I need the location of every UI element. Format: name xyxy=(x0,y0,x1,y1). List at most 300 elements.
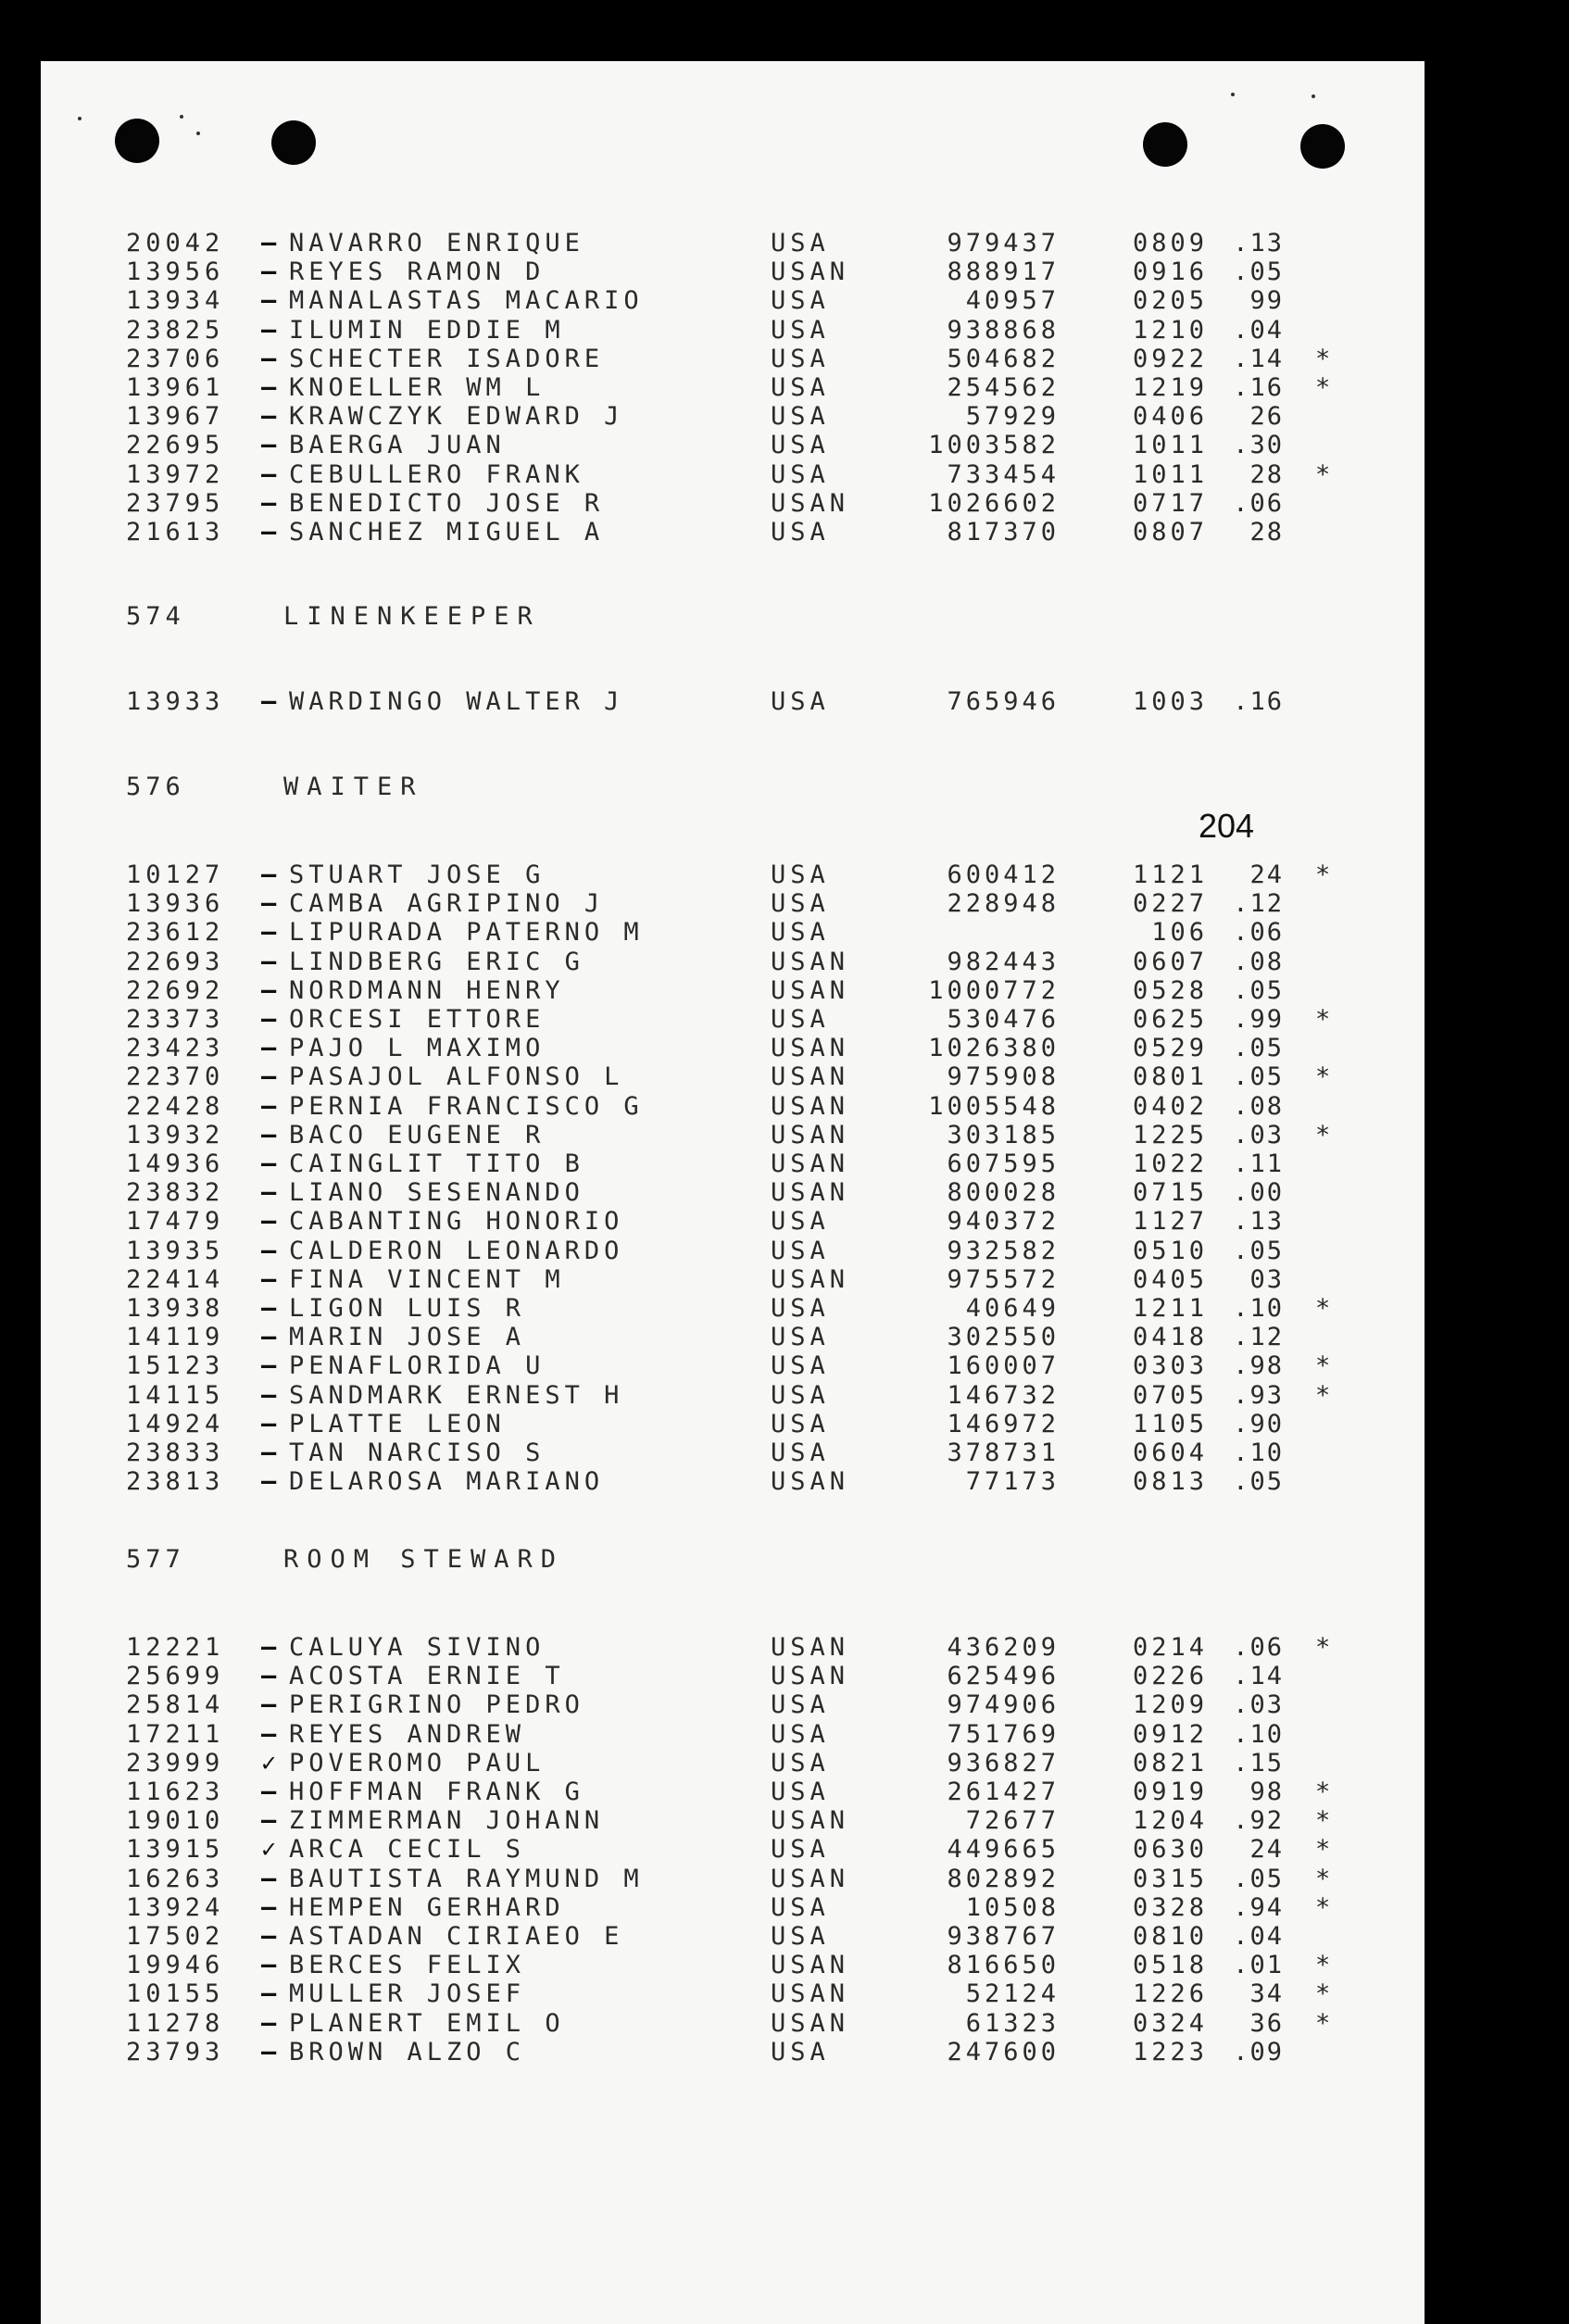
crew-id: 22695 xyxy=(126,431,225,460)
value-code: .10 xyxy=(1233,1719,1284,1749)
document-number: 936827 xyxy=(947,1748,1060,1778)
value-code: .90 xyxy=(1233,1409,1284,1438)
value-code: .08 xyxy=(1233,947,1284,976)
table-row xyxy=(41,1633,1425,1663)
nationality: USAN xyxy=(771,975,850,1005)
nationality: USAN xyxy=(771,1178,850,1208)
table-row xyxy=(41,1294,1425,1324)
document-number: 979437 xyxy=(947,229,1060,258)
crew-id: 23825 xyxy=(126,315,225,345)
check-mark: — xyxy=(261,1236,277,1265)
table-row xyxy=(41,1149,1425,1179)
document-number: 254562 xyxy=(947,373,1060,402)
value-code: .06 xyxy=(1233,488,1284,518)
table-row xyxy=(41,1720,1425,1750)
punch-hole-right-2 xyxy=(1300,124,1345,169)
crew-id: 15123 xyxy=(126,1351,225,1381)
date-code: 0328 xyxy=(1132,1892,1208,1922)
date-code: 0315 xyxy=(1132,1864,1208,1893)
date-code: 1105 xyxy=(1132,1409,1208,1438)
table-row xyxy=(41,489,1425,519)
table-row xyxy=(41,316,1425,345)
document-number: 625496 xyxy=(947,1662,1060,1691)
check-mark: — xyxy=(261,1091,277,1121)
date-code: 0809 xyxy=(1132,229,1208,258)
value-code: 98 xyxy=(1249,1778,1284,1806)
date-code: 1226 xyxy=(1132,1979,1208,2009)
crew-name: SANDMARK ERNEST H xyxy=(289,1380,624,1410)
table-row xyxy=(41,1778,1425,1807)
table-row xyxy=(41,1865,1425,1894)
value-code: .04 xyxy=(1233,1922,1284,1951)
crew-name: BAUTISTA RAYMUND M xyxy=(289,1864,644,1893)
check-mark: — xyxy=(261,1034,277,1063)
check-mark: — xyxy=(261,258,277,287)
table-row xyxy=(41,1922,1425,1952)
table-row xyxy=(41,1410,1425,1439)
check-mark: — xyxy=(261,1380,277,1410)
nationality: USA xyxy=(771,1005,830,1034)
value-code: .05 xyxy=(1233,1062,1284,1092)
asterisk-flag: * xyxy=(1315,1835,1331,1865)
crew-name: CAMBA AGRIPINO J xyxy=(289,889,605,919)
crew-id: 10155 xyxy=(126,1979,225,2009)
nationality: USAN xyxy=(771,1806,850,1836)
value-code: 28 xyxy=(1249,518,1284,546)
document-number: 160007 xyxy=(947,1351,1060,1381)
check-mark: — xyxy=(261,1294,277,1323)
punch-hole-right-1 xyxy=(1143,122,1187,167)
value-code: .04 xyxy=(1233,315,1284,345)
check-mark: — xyxy=(261,488,277,518)
check-mark: — xyxy=(261,2008,277,2038)
date-code: 0529 xyxy=(1132,1034,1208,1063)
asterisk-flag: * xyxy=(1315,1979,1331,2009)
date-code: 1121 xyxy=(1132,861,1208,889)
value-code: .15 xyxy=(1233,1748,1284,1778)
value-code: .16 xyxy=(1233,373,1284,402)
document-number: 1005548 xyxy=(928,1091,1060,1121)
table-row xyxy=(41,948,1425,977)
check-mark: — xyxy=(261,315,277,345)
document-number: 504682 xyxy=(947,344,1060,373)
document-number: 40649 xyxy=(965,1294,1060,1323)
crew-name: ORCESI ETTORE xyxy=(289,1005,546,1034)
table-row xyxy=(41,2009,1425,2039)
table-row xyxy=(41,1351,1425,1381)
date-code: 1003 xyxy=(1132,687,1208,716)
date-code: 0528 xyxy=(1132,975,1208,1005)
crew-name: REYES ANDREW xyxy=(289,1719,526,1749)
crew-id: 14115 xyxy=(126,1380,225,1410)
asterisk-flag: * xyxy=(1315,1864,1331,1893)
document-number: 436209 xyxy=(947,1633,1060,1662)
nationality: USA xyxy=(771,344,830,373)
document-number: 974906 xyxy=(947,1690,1060,1720)
crew-id: 19010 xyxy=(126,1806,225,1836)
crew-name: ACOSTA ERNIE T xyxy=(289,1662,565,1691)
asterisk-flag: * xyxy=(1315,1951,1331,1980)
document-number: 146972 xyxy=(947,1409,1060,1438)
value-code: 34 xyxy=(1249,1979,1284,2009)
crew-id: 23793 xyxy=(126,2037,225,2066)
nationality: USA xyxy=(771,373,830,402)
crew-id: 23706 xyxy=(126,344,225,373)
nationality: USAN xyxy=(771,1951,850,1980)
table-row xyxy=(41,373,1425,403)
check-mark: — xyxy=(261,1778,277,1806)
crew-name: KNOELLER WM L xyxy=(289,373,546,402)
crew-name: ASTADAN CIRIAEO E xyxy=(289,1922,624,1951)
nationality: USAN xyxy=(771,1120,850,1149)
crew-name: CALUYA SIVINO xyxy=(289,1633,546,1662)
table-row xyxy=(41,258,1425,287)
date-code: 0801 xyxy=(1132,1062,1208,1092)
date-code: 0717 xyxy=(1132,488,1208,518)
check-mark: — xyxy=(261,344,277,373)
crew-name: HEMPEN GERHARD xyxy=(289,1892,565,1922)
crew-name: KRAWCZYK EDWARD J xyxy=(289,402,624,432)
check-mark: — xyxy=(261,1149,277,1178)
crew-id: 12221 xyxy=(126,1633,225,1662)
nationality: USAN xyxy=(771,258,850,287)
nationality: USAN xyxy=(771,1633,850,1662)
nationality: USA xyxy=(771,1719,830,1749)
document-number: 1003582 xyxy=(928,431,1060,460)
table-row xyxy=(41,518,1425,547)
crew-name: TAN NARCISO S xyxy=(289,1438,546,1467)
crew-name: FINA VINCENT M xyxy=(289,1264,565,1294)
crew-id: 13935 xyxy=(126,1236,225,1265)
crew-id: 20042 xyxy=(126,229,225,258)
crew-name: DELAROSA MARIANO xyxy=(289,1467,605,1497)
table-row xyxy=(41,286,1425,316)
check-mark: — xyxy=(261,1323,277,1352)
document-number: 530476 xyxy=(947,1005,1060,1034)
crew-id: 10127 xyxy=(126,861,225,889)
check-mark: — xyxy=(261,1438,277,1467)
paper-speck xyxy=(1312,94,1315,98)
table-row xyxy=(41,1237,1425,1266)
nationality: USA xyxy=(771,1778,830,1806)
crew-name: LIGON LUIS R xyxy=(289,1294,526,1323)
table-row xyxy=(41,402,1425,432)
date-code: 0214 xyxy=(1132,1633,1208,1662)
nationality: USA xyxy=(771,1438,830,1467)
nationality: USA xyxy=(771,1835,830,1865)
date-code: 0705 xyxy=(1132,1380,1208,1410)
table-row xyxy=(41,889,1425,919)
table-row xyxy=(41,1121,1425,1150)
date-code: 0604 xyxy=(1132,1438,1208,1467)
nationality: USA xyxy=(771,431,830,460)
date-code: 1225 xyxy=(1132,1120,1208,1149)
check-mark: — xyxy=(261,861,277,889)
table-row xyxy=(41,1005,1425,1035)
crew-id: 14936 xyxy=(126,1149,225,1178)
crew-id: 16263 xyxy=(126,1864,225,1893)
nationality: USAN xyxy=(771,1467,850,1497)
document-number: 975572 xyxy=(947,1264,1060,1294)
value-code: .05 xyxy=(1233,1236,1284,1265)
crew-name: HOFFMAN FRANK G xyxy=(289,1778,584,1806)
document-number: 982443 xyxy=(947,947,1060,976)
check-mark: — xyxy=(261,1979,277,2009)
date-code: 0821 xyxy=(1132,1748,1208,1778)
crew-name: BROWN ALZO C xyxy=(289,2037,526,2066)
date-code: 1011 xyxy=(1132,431,1208,460)
table-row xyxy=(41,1178,1425,1208)
table-row xyxy=(41,1662,1425,1691)
crew-name: MULLER JOSEF xyxy=(289,1979,526,2009)
document-number: 247600 xyxy=(947,2037,1060,2066)
crew-id: 23813 xyxy=(126,1467,225,1497)
crew-name: PAJO L MAXIMO xyxy=(289,1034,546,1063)
check-mark: — xyxy=(261,1351,277,1381)
date-code: 0807 xyxy=(1132,518,1208,546)
crew-id: 23373 xyxy=(126,1005,225,1034)
value-code: 28 xyxy=(1249,459,1284,489)
crew-id: 13924 xyxy=(126,1892,225,1922)
asterisk-flag: * xyxy=(1315,459,1331,489)
check-mark: — xyxy=(261,1467,277,1497)
crew-id: 22693 xyxy=(126,947,225,976)
table-row xyxy=(41,1438,1425,1468)
date-code: 0406 xyxy=(1132,402,1208,432)
date-code: 1127 xyxy=(1132,1207,1208,1237)
punch-hole-left-1 xyxy=(115,119,159,163)
table-row xyxy=(41,1323,1425,1352)
page-number: 204 xyxy=(1199,807,1255,845)
table-row xyxy=(41,1381,1425,1411)
crew-id: 23833 xyxy=(126,1438,225,1467)
value-code: 24 xyxy=(1249,861,1284,889)
value-code: .08 xyxy=(1233,1091,1284,1121)
check-mark: — xyxy=(261,1922,277,1951)
date-code: 0919 xyxy=(1132,1778,1208,1806)
nationality: USA xyxy=(771,315,830,345)
crew-name: LIANO SESENANDO xyxy=(289,1178,584,1208)
date-code: 1219 xyxy=(1132,373,1208,402)
nationality: USA xyxy=(771,1236,830,1265)
crew-name: MARIN JOSE A xyxy=(289,1323,526,1352)
crew-id: 13938 xyxy=(126,1294,225,1323)
section-header xyxy=(41,1545,1425,1575)
check-mark: — xyxy=(261,975,277,1005)
crew-name: REYES RAMON D xyxy=(289,258,546,287)
document-number: 77173 xyxy=(965,1467,1060,1497)
document-number: 378731 xyxy=(947,1438,1060,1467)
document-number: 303185 xyxy=(947,1120,1060,1149)
date-code: 0625 xyxy=(1132,1005,1208,1034)
date-code: 0324 xyxy=(1132,2008,1208,2038)
crew-name: STUART JOSE G xyxy=(289,861,546,889)
section-title: LINENKEEPER xyxy=(283,602,541,631)
crew-id: 17479 xyxy=(126,1207,225,1237)
crew-id: 13933 xyxy=(126,687,225,716)
check-mark: — xyxy=(261,1690,277,1720)
value-code: .92 xyxy=(1233,1806,1284,1836)
date-code: 0518 xyxy=(1132,1951,1208,1980)
nationality: USA xyxy=(771,459,830,489)
check-mark: — xyxy=(261,459,277,489)
crew-id: 23795 xyxy=(126,488,225,518)
date-code: 0813 xyxy=(1132,1467,1208,1497)
check-mark: — xyxy=(261,1207,277,1237)
check-mark: — xyxy=(261,1120,277,1149)
asterisk-flag: * xyxy=(1315,1294,1331,1323)
crew-id: 21613 xyxy=(126,518,225,546)
table-row xyxy=(41,1265,1425,1295)
check-mark: — xyxy=(261,687,277,716)
check-mark: — xyxy=(261,1633,277,1662)
date-code: 1210 xyxy=(1132,315,1208,345)
table-row xyxy=(41,1806,1425,1836)
crew-name: PLATTE LEON xyxy=(289,1409,506,1438)
table-row xyxy=(41,1951,1425,1980)
date-code: 1011 xyxy=(1132,459,1208,489)
check-mark: — xyxy=(261,373,277,402)
document-number: 940372 xyxy=(947,1207,1060,1237)
table-row xyxy=(41,1092,1425,1122)
table-row xyxy=(41,1749,1425,1778)
check-mark: — xyxy=(261,2037,277,2066)
value-code: .03 xyxy=(1233,1690,1284,1720)
nationality: USA xyxy=(771,861,830,889)
crew-id: 14924 xyxy=(126,1409,225,1438)
table-row xyxy=(41,918,1425,948)
crew-id: 14119 xyxy=(126,1323,225,1352)
check-mark: — xyxy=(261,1951,277,1980)
crew-id: 22414 xyxy=(126,1264,225,1294)
crew-name: NAVARRO ENRIQUE xyxy=(289,229,584,258)
date-code: 0226 xyxy=(1132,1662,1208,1691)
table-row xyxy=(41,431,1425,460)
value-code: .09 xyxy=(1233,2037,1284,2066)
table-row xyxy=(41,1207,1425,1237)
nationality: USAN xyxy=(771,1662,850,1691)
nationality: USA xyxy=(771,1922,830,1951)
check-mark: — xyxy=(261,1005,277,1034)
check-mark: — xyxy=(261,1409,277,1438)
check-mark: — xyxy=(261,1264,277,1294)
value-code: .11 xyxy=(1233,1149,1284,1178)
nationality: USA xyxy=(771,918,830,948)
value-code: .01 xyxy=(1233,1951,1284,1980)
crew-id: 13932 xyxy=(126,1120,225,1149)
crew-id: 13956 xyxy=(126,258,225,287)
crew-id: 19946 xyxy=(126,1951,225,1980)
value-code: .93 xyxy=(1233,1380,1284,1410)
crew-id: 22428 xyxy=(126,1091,225,1121)
document-number: 802892 xyxy=(947,1864,1060,1893)
table-row xyxy=(41,229,1425,258)
asterisk-flag: * xyxy=(1315,1633,1331,1662)
value-code: .06 xyxy=(1233,1633,1284,1662)
asterisk-flag: * xyxy=(1315,1892,1331,1922)
document-number: 888917 xyxy=(947,258,1060,287)
value-code: .98 xyxy=(1233,1351,1284,1381)
check-mark: — xyxy=(261,1864,277,1893)
document-number: 261427 xyxy=(947,1778,1060,1806)
crew-id: 13961 xyxy=(126,373,225,402)
crew-name: NORDMANN HENRY xyxy=(289,975,565,1005)
date-code: 0418 xyxy=(1132,1323,1208,1352)
table-row xyxy=(41,1835,1425,1865)
crew-name: BACO EUGENE R xyxy=(289,1120,546,1149)
nationality: USA xyxy=(771,402,830,432)
crew-id: 13972 xyxy=(126,459,225,489)
crew-id: 22692 xyxy=(126,975,225,1005)
asterisk-flag: * xyxy=(1315,1120,1331,1149)
date-code: 0912 xyxy=(1132,1719,1208,1749)
document-number: 817370 xyxy=(947,518,1060,546)
crew-name: ILUMIN EDDIE M xyxy=(289,315,565,345)
check-mark: — xyxy=(261,286,277,316)
crew-id: 11623 xyxy=(126,1778,225,1806)
document-page xyxy=(41,61,1425,2324)
paper-speck xyxy=(1231,93,1235,96)
crew-name: BENEDICTO JOSE R xyxy=(289,488,605,518)
asterisk-flag: * xyxy=(1315,1380,1331,1410)
check-mark: — xyxy=(261,918,277,948)
document-number: 975908 xyxy=(947,1062,1060,1092)
value-code: .03 xyxy=(1233,1120,1284,1149)
document-number: 938767 xyxy=(947,1922,1060,1951)
crew-id: 23612 xyxy=(126,918,225,948)
check-mark: — xyxy=(261,1178,277,1208)
asterisk-flag: * xyxy=(1315,1778,1331,1806)
document-number: 1000772 xyxy=(928,975,1060,1005)
value-code: .10 xyxy=(1233,1438,1284,1467)
document-number: 733454 xyxy=(947,459,1060,489)
nationality: USA xyxy=(771,1892,830,1922)
check-mark: — xyxy=(261,889,277,919)
document-number: 765946 xyxy=(947,687,1060,716)
section-code: 577 xyxy=(126,1545,185,1574)
value-code: .10 xyxy=(1233,1294,1284,1323)
document-number: 816650 xyxy=(947,1951,1060,1980)
value-code: .05 xyxy=(1233,975,1284,1005)
table-row xyxy=(41,687,1425,717)
check-mark: — xyxy=(261,1892,277,1922)
value-code: .12 xyxy=(1233,1323,1284,1352)
asterisk-flag: * xyxy=(1315,1062,1331,1092)
value-code: .05 xyxy=(1233,258,1284,287)
crew-name: BERCES FELIX xyxy=(289,1951,526,1980)
value-code: .16 xyxy=(1233,687,1284,716)
crew-name: BAERGA JUAN xyxy=(289,431,506,460)
date-code: 0916 xyxy=(1132,258,1208,287)
section-code: 574 xyxy=(126,602,185,631)
paper-speck xyxy=(180,115,183,119)
document-number: 61323 xyxy=(965,2008,1060,2038)
document-number: 932582 xyxy=(947,1236,1060,1265)
date-code: 0715 xyxy=(1132,1178,1208,1208)
crew-name: PENAFLORIDA U xyxy=(289,1351,546,1381)
crew-id: 13915 xyxy=(126,1835,225,1865)
crew-id: 23832 xyxy=(126,1178,225,1208)
document-number: 146732 xyxy=(947,1380,1060,1410)
nationality: USA xyxy=(771,1409,830,1438)
date-code: 0405 xyxy=(1132,1264,1208,1294)
date-code: 106 xyxy=(1151,918,1208,948)
value-code: .94 xyxy=(1233,1892,1284,1922)
date-code: 0922 xyxy=(1132,344,1208,373)
value-code: .13 xyxy=(1233,229,1284,258)
crew-name: CALDERON LEONARDO xyxy=(289,1236,624,1265)
value-code: 24 xyxy=(1249,1835,1284,1865)
